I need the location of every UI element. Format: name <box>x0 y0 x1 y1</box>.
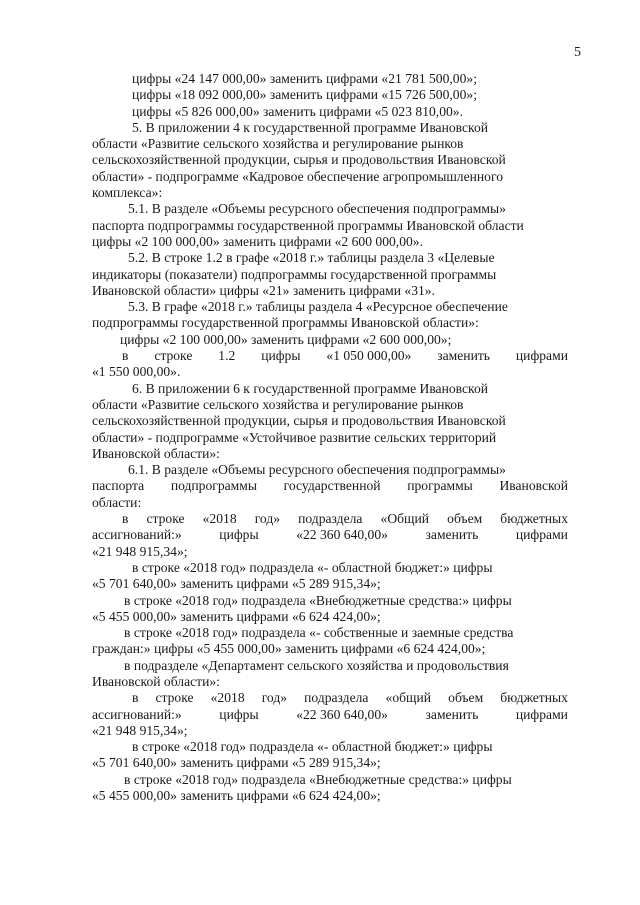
word: «22 360 640,00» <box>296 527 388 543</box>
word: ассигнований:» <box>92 706 182 722</box>
text-line: граждан:» цифры «5 455 000,00» заменить цифрами «6 624 424,00»; <box>92 641 486 657</box>
word: год» <box>261 690 288 706</box>
text-line: «5 701 640,00» заменить цифрами «5 289 915,34»; <box>92 755 381 771</box>
text-line: сельскохозяйственной продукции, сырья и продовольствия Ивановской <box>92 152 506 168</box>
text-line: в строке «2018 год» подраздела «- собственные и заемные средства <box>124 625 514 641</box>
word: «Общий <box>380 511 430 527</box>
paragraph-5-3: 5.3. В графе «2018 г.» таблицы раздела 4 «Ресурсное обеспечение <box>128 299 508 315</box>
page-number: 5 <box>574 45 581 60</box>
text-line: в строке «2018 год» подраздела «- областной бюджет:» цифры <box>132 739 493 755</box>
justified-line <box>92 511 568 527</box>
word: заменить <box>425 527 479 543</box>
text-line: «5 701 640,00» заменить цифрами «5 289 915,34»; <box>92 576 381 592</box>
text-line: области «Развитие сельского хозяйства и регулирование рынков <box>92 396 464 412</box>
word: в <box>122 511 129 527</box>
word: объем <box>447 511 483 527</box>
word: бюджетных <box>500 690 568 706</box>
word: «2018 <box>210 690 245 706</box>
paragraph-5-heading: 5. В приложении 4 к государственной программе Ивановской <box>132 119 489 135</box>
text-line: области» - подпрограмме «Устойчивое развитие сельских территорий <box>92 429 497 445</box>
text-line: Ивановской области»: <box>92 673 220 689</box>
paragraph-6-heading: 6. В приложении 6 к государственной программе Ивановской <box>132 380 489 396</box>
text-line: в строке «2018 год» подраздела «Внебюджетные средства:» цифры <box>124 592 512 608</box>
word: строке <box>155 690 194 706</box>
word: цифрами <box>515 527 568 543</box>
text-line: цифры «18 092 000,00» заменить цифрами «15 726 500,00»; <box>132 87 477 103</box>
word: «общий <box>385 690 432 706</box>
word: в <box>122 348 129 364</box>
text-line: индикаторы (показатели) подпрограммы государственной программы <box>92 266 497 282</box>
paragraph-6-1: 6.1. В разделе «Объемы ресурсного обеспечения подпрограммы» <box>128 462 506 478</box>
text-line: паспорта подпрограммы государственной программы Ивановской области <box>92 217 524 233</box>
text-line: «1 550 000,00». <box>92 364 181 380</box>
word: бюджетных <box>500 511 568 527</box>
text-line: комплекса»: <box>92 185 163 201</box>
text-line: в строке «2018 год» подраздела «Внебюджетные средства:» цифры <box>124 771 512 787</box>
word: Ивановской <box>499 478 568 494</box>
justified-line <box>92 478 568 494</box>
text-line: цифры «2 100 000,00» заменить цифрами «2 600 000,00». <box>92 233 423 249</box>
word: подраздела <box>304 690 369 706</box>
text-line: Ивановской области»: <box>92 445 220 461</box>
text-line: подпрограммы государственной программы Ивановской области»: <box>92 315 479 331</box>
word: ассигнований:» <box>92 527 182 543</box>
text-line: цифры «5 826 000,00» заменить цифрами «5 023 810,00». <box>132 103 463 119</box>
word: цифры <box>219 706 259 722</box>
text-line: «21 948 915,34»; <box>92 543 188 559</box>
word: паспорта <box>92 478 145 494</box>
text-line: цифры «24 147 000,00» заменить цифрами «21 781 500,00»; <box>132 71 477 86</box>
word: заменить <box>437 348 490 364</box>
paragraph-5-2: 5.2. В строке 1.2 в графе «2018 г.» таблицы раздела 3 «Целевые <box>128 250 495 266</box>
word: цифры <box>219 527 259 543</box>
word: программы <box>407 478 473 494</box>
word: объем <box>448 690 484 706</box>
word: заменить <box>425 706 479 722</box>
text-line: в строке «2018 год» подраздела «- областной бюджет:» цифры <box>132 559 493 575</box>
text-line: области: <box>92 494 142 510</box>
text-line: сельскохозяйственной продукции, сырья и продовольствия Ивановской <box>92 413 506 429</box>
justified-line <box>92 690 568 706</box>
justified-line <box>92 348 568 364</box>
word: подраздела <box>298 511 363 527</box>
word: 1.2 <box>218 348 236 364</box>
justified-line <box>92 707 568 723</box>
word: год» <box>254 511 281 527</box>
text-line: области» - подпрограмме «Кадровое обеспечение агропромышленного <box>92 168 503 184</box>
word: государственной <box>283 478 381 494</box>
word: «22 360 640,00» <box>296 706 388 722</box>
text-line: Ивановской области» цифры «21» заменить цифрами «31». <box>92 282 436 298</box>
document-body <box>92 71 568 804</box>
text-line: области «Развитие сельского хозяйства и регулирование рынков <box>92 136 464 152</box>
text-line: в подразделе «Департамент сельского хозяйства и продовольствия <box>124 657 509 673</box>
word: строке <box>154 348 193 364</box>
text-line: «21 948 915,34»; <box>92 722 188 738</box>
word: цифрами <box>515 706 568 722</box>
text-line: цифры «2 100 000,00» заменить цифрами «2 600 000,00»; <box>120 331 452 347</box>
word: цифрами <box>515 348 568 364</box>
word: «2018 <box>202 511 237 527</box>
text-line: «5 455 000,00» заменить цифрами «6 624 424,00»; <box>92 788 381 804</box>
word: подпрограммы <box>170 478 258 494</box>
paragraph-5-1: 5.1. В разделе «Объемы ресурсного обеспечения подпрограммы» <box>128 201 506 217</box>
word: строке <box>146 511 185 527</box>
word: «1 050 000,00» <box>326 348 412 364</box>
justified-line <box>92 527 568 543</box>
word: цифры <box>261 348 301 364</box>
text-line: «5 455 000,00» заменить цифрами «6 624 424,00»; <box>92 608 381 624</box>
word: в <box>132 690 139 706</box>
